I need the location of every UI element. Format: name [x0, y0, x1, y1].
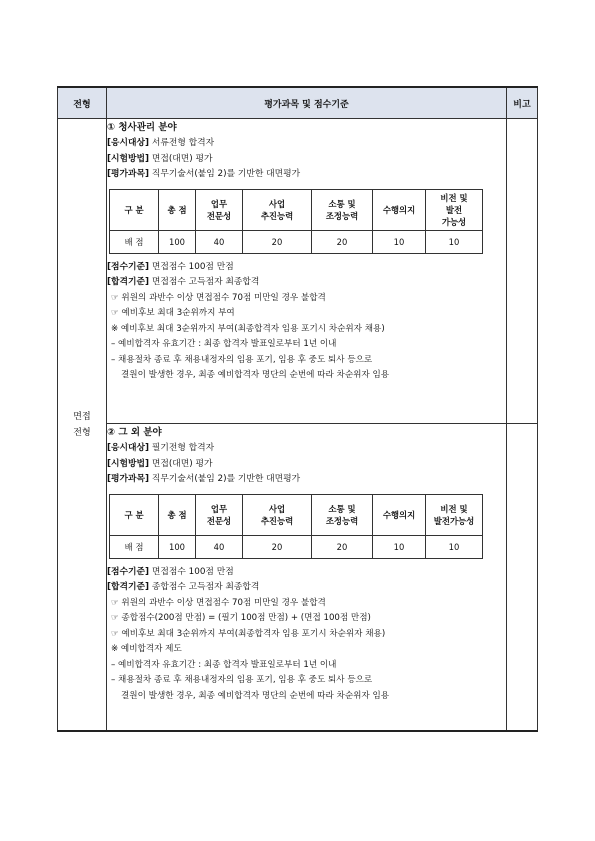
score-value-cell: 40	[196, 230, 243, 253]
score-value-cell: 10	[426, 535, 483, 558]
score-value-cell: 100	[159, 230, 196, 253]
score-header-cell: 구 분	[110, 494, 159, 535]
score-value-cell: 40	[196, 535, 243, 558]
score-header-cell: 비전 및 발전 가능성	[426, 189, 483, 230]
header-remarks: 비고	[507, 87, 538, 119]
score-header-cell: 소통 및 조정능력	[312, 494, 373, 535]
section1-note: – 채용절차 종료 후 채용내정자의 임용 포기, 임용 후 중도 퇴사 등으로	[111, 354, 373, 365]
score-value-cell: 배 점	[110, 230, 159, 253]
score-header-row	[110, 189, 483, 230]
section1-score: [점수기준] 면접점수 100점 만점	[107, 261, 234, 272]
score-header-cell: 비전 및 발전가능성	[426, 494, 483, 535]
section1-title: ① 청사관리 분야	[107, 122, 177, 133]
score-value-cell: 100	[159, 535, 196, 558]
section2-score: [점수기준] 면접점수 100점 만점	[107, 566, 234, 577]
type-label-2: 전형	[73, 427, 91, 438]
section1-row	[58, 119, 538, 424]
section2-note: ☞ 예비후보 최대 3순위까지 부여(최종합격자 임용 포기시 차순위자 채용)	[111, 628, 386, 639]
score-header-cell: 구 분	[110, 189, 159, 230]
score-value-cell: 20	[312, 535, 373, 558]
section2-note: – 예비합격자 유효기간 : 최종 합격자 발표일로부터 1년 이내	[111, 659, 337, 670]
score-header-cell: 총 점	[159, 494, 196, 535]
section2-pass: [합격기준] 종합점수 고득점자 최종합격	[107, 582, 260, 592]
score-header-cell: 업무 전문성	[196, 494, 243, 535]
section1-note: – 예비합격자 유효기간 : 최종 합격자 발표일로부터 1년 이내	[111, 339, 337, 349]
score-value-cell: 10	[426, 230, 483, 253]
header-criteria: 평가과목 및 점수기준	[107, 87, 507, 119]
section2-note: – 채용절차 종료 후 채용내정자의 임용 포기, 임용 후 중도 퇴사 등으로	[111, 675, 373, 685]
header-row	[58, 87, 538, 119]
score-header-cell: 소통 및 조정능력	[312, 189, 373, 230]
section2-title: ② 그 외 분야	[107, 427, 162, 438]
section2-subject: [평가과목] 직무기술서(붙임 2)를 기반한 대면평가	[107, 474, 301, 484]
section1-subject: [평가과목] 직무기술서(붙임 2)를 기반한 대면평가	[107, 169, 301, 179]
section2-score-table	[109, 494, 483, 559]
score-value-cell: 10	[373, 230, 426, 253]
score-header-cell: 수행의지	[373, 189, 426, 230]
section1-note: ☞ 예비후보 최대 3순위까지 부여	[111, 308, 235, 318]
score-header-cell: 총 점	[159, 189, 196, 230]
score-header-cell: 수행의지	[373, 494, 426, 535]
section2-note: ☞ 종합점수(200점 만점) = (필기 100점 만점) + (면접 100점 만점)	[111, 613, 371, 623]
section2-row	[58, 424, 538, 732]
header-type: 전형	[58, 87, 107, 119]
section2-target: [응시대상] 필기전형 합격자	[107, 443, 215, 453]
type-label-1: 면접	[73, 411, 91, 422]
section1-remarks	[507, 119, 538, 424]
evaluation-table	[57, 86, 538, 732]
score-value-cell: 20	[243, 535, 312, 558]
section2-note-cont: 결원이 발생한 경우, 최종 예비합격자 명단의 순번에 따라 차순위자 임용	[121, 690, 390, 701]
section1-score-table	[109, 189, 483, 254]
score-value-cell: 10	[373, 535, 426, 558]
score-header-row	[110, 494, 483, 535]
section1-target: [응시대상] 서류전형 합격자	[107, 138, 215, 148]
score-header-cell: 업무 전문성	[196, 189, 243, 230]
section2-remarks	[507, 424, 538, 732]
section2-note: ☞ 위원의 과반수 이상 면접점수 70점 미만일 경우 불합격	[111, 597, 326, 608]
type-cell	[58, 119, 107, 732]
score-value-row	[110, 535, 483, 558]
score-header-cell: 사업 추진능력	[243, 189, 312, 230]
section1-pass: [합격기준] 면접점수 고득점자 최종합격	[107, 277, 260, 287]
section1-note-cont: 결원이 발생한 경우, 최종 예비합격자 명단의 순번에 따라 차순위자 임용	[121, 370, 390, 380]
section1	[107, 119, 507, 424]
section2	[107, 424, 507, 732]
section1-note: ※ 예비후보 최대 3순위까지 부여(최종합격자 임용 포기시 차순위자 채용)	[111, 323, 385, 334]
score-value-cell: 배 점	[110, 535, 159, 558]
score-value-row	[110, 230, 483, 253]
section1-note: ☞ 위원의 과반수 이상 면접점수 70점 미만일 경우 불합격	[111, 292, 326, 303]
score-value-cell: 20	[312, 230, 373, 253]
section2-note: ※ 예비합격자 제도	[111, 644, 182, 654]
score-header-cell: 사업 추진능력	[243, 494, 312, 535]
section1-method: [시험방법] 면접(대면) 평가	[107, 153, 213, 164]
section2-method: [시험방법] 면접(대면) 평가	[107, 458, 213, 469]
score-value-cell: 20	[243, 230, 312, 253]
